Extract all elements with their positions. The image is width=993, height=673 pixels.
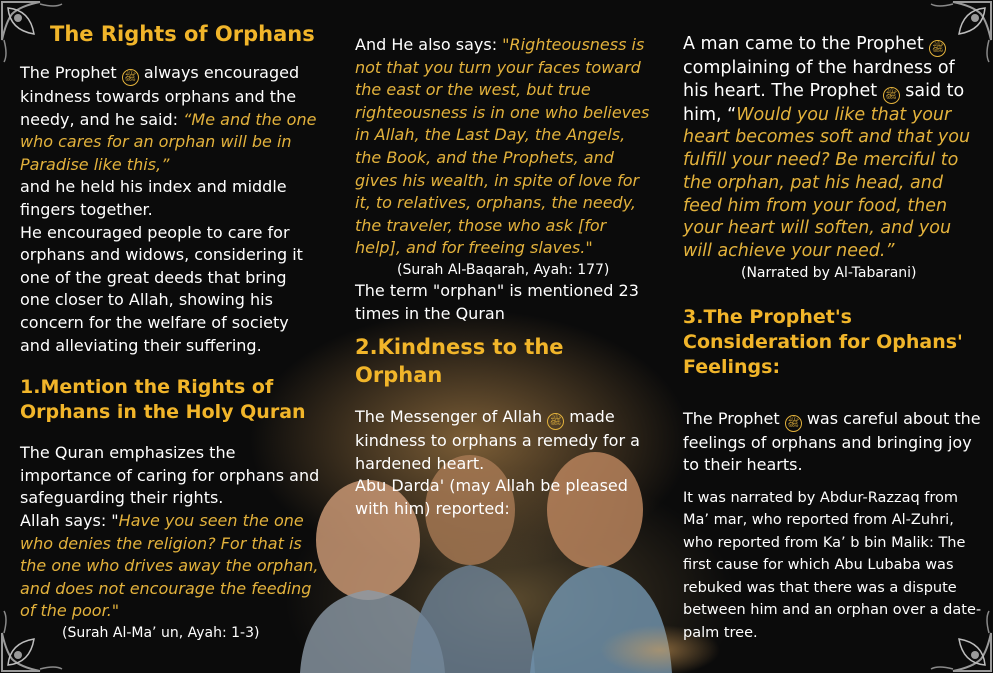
narration-paragraph: It was narrated by Abdur-Razzaq from Ma’ mar, who reported from Al-Zuhri, who reported from Ka’ b bin Malik: The first cause for which Abu Lubaba was rebuked was that there was a dispute between him and an orphan over a date-palm tree. [683,489,982,641]
abu-darda-paragraph: Abu Darda' (may Allah be pleased with him) reported: [355,476,628,518]
column-left [20,20,320,643]
section-heading-1: 1.Mention the Rights of Orphans in the Holy Quran [20,376,306,424]
salutation-icon: ﷺ [883,87,900,104]
fingers-paragraph: and he held his index and middle fingers together. [20,177,287,219]
column-right [683,33,983,644]
orphan-count-paragraph: The term "orphan" is mentioned 23 times in the Quran [355,280,639,323]
quote-source: (Surah Al-Ma’ un, Ayah: 1-3) [62,624,260,641]
quran-quote: Have you seen the one who denies the religion? For that is the one who drives away the orphan, and does not encourage the feeding of the poor." [20,510,319,621]
intro-paragraph: The Prophet ﷺ always encouraged kindness towards orphans and the needy, and he said: “Me and the one who cares for an orphan will be in Paradise like this,” [20,63,317,174]
column-middle [355,34,655,521]
quote-source: (Narrated by Al-Tabarani) [741,264,917,281]
quran-paragraph: The Quran emphasizes the importance of caring for orphans and safeguarding their rights. [20,443,320,508]
feelings-paragraph: The Prophet ﷺ was careful about the feelings of orphans and bringing joy to their hearts. [683,408,981,475]
righteousness-quote: "Righteousness is not that you turn your faces toward the east or the west, but true righteousness is in one who believes in Allah, the Last Day, the Angels, the Book, and the Prophets, and gives his wealth, in spite of love for it, to relatives, orphans, the needy, the traveler, those who ask [for help], and for freeing slaves." [355,35,650,258]
man-came-paragraph: A man came to the Prophet ﷺ complaining of the hardness of his heart. The Prophet ﷺ said to him, “Would you like that your heart becomes soft and that you fulfill your need? Be merciful to the orphan, pat his head, and feed him from your food, then your heart will soften, and you will achieve your need.” [683,34,971,261]
page-title: The Rights of Orphans [50,22,315,46]
salutation-icon: ﷺ [122,69,139,86]
also-says-paragraph: And He also says: "Righteousness is not that you turn your faces toward the east or the west, but true righteousness is in one who believes in Allah, the Last Day, the Angels, the Book, and the Prophets, and gives his wealth, in spite of love for it, to relatives, orphans, the needy, the traveler, those who ask [for help], and for freeing slaves." [355,35,650,258]
allah-says-paragraph: Allah says: "Have you seen the one who denies the religion? For that is the one who drives away the orphan, and does not encourage the feeding of the poor." [20,510,319,621]
hadith-quote: “Me and the one who cares for an orphan will be in Paradise like this,” [20,109,317,174]
section-heading-2: 2.Kindness to the Orphan [355,335,564,388]
salutation-icon: ﷺ [785,415,802,432]
section-heading-3: 3.The Prophet's Consideration for Ophans' Feelings: [683,305,963,378]
salutation-icon: ﷺ [929,40,946,57]
quote-source: (Surah Al-Baqarah, Ayah: 177) [397,261,610,278]
merciful-quote: Would you like that your heart becomes soft and that you fulfill your need? Be merciful to the orphan, pat his head, and feed him from your food, then your heart will soften, and you will achieve your need.” [683,104,971,261]
widows-paragraph: He encouraged people to care for orphans and widows, considering it one of the great deeds that bring one closer to Allah, showing his concern for the welfare of society and alleviating their suffering. [20,222,303,355]
salutation-icon: ﷺ [547,413,564,430]
remedy-paragraph: The Messenger of Allah ﷺ made kindness to orphans a remedy for a hardened heart. [355,407,640,473]
